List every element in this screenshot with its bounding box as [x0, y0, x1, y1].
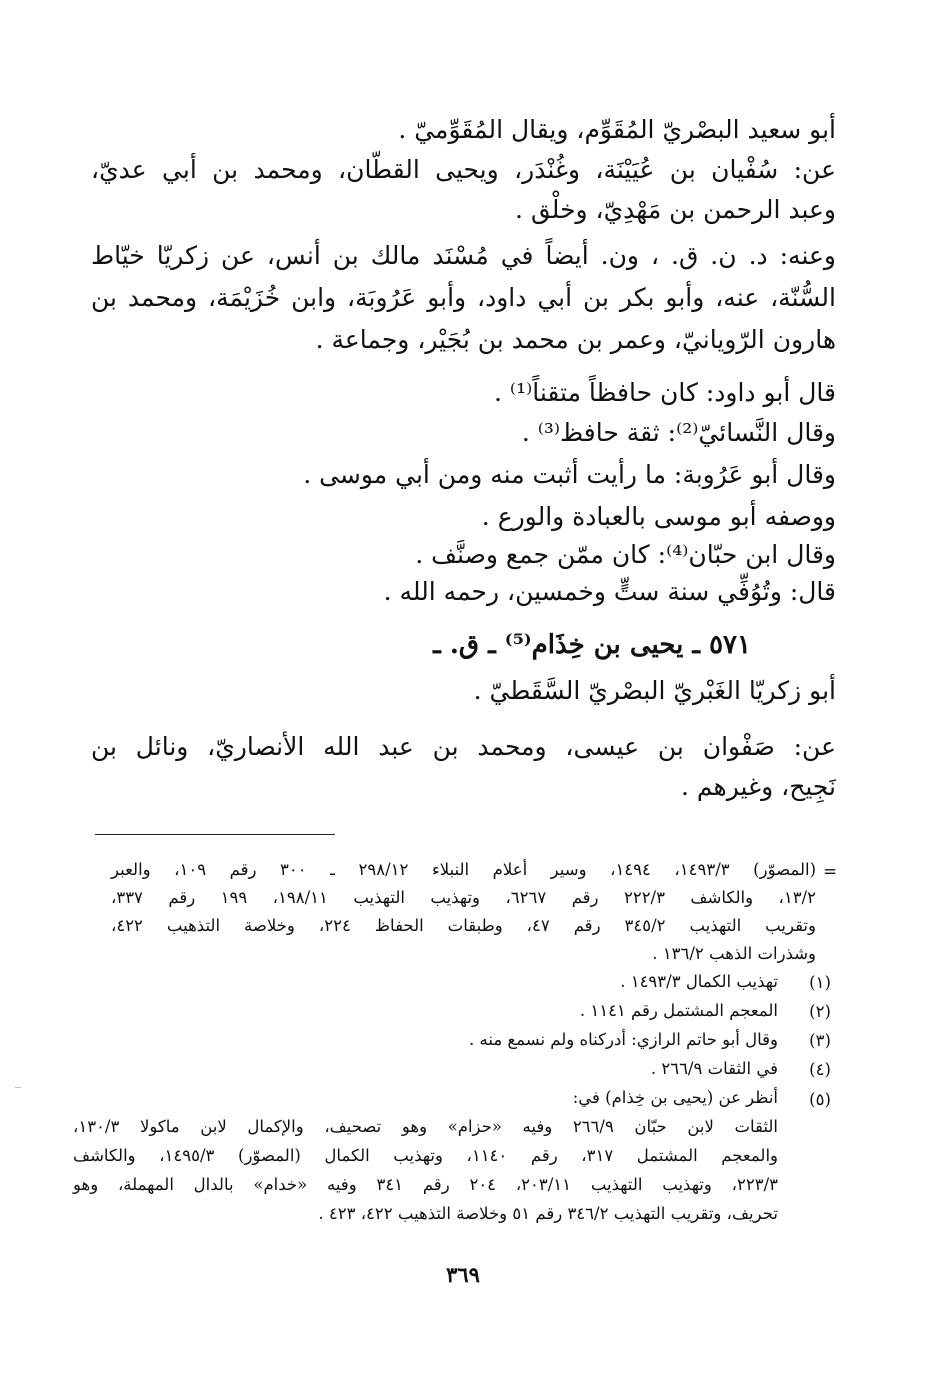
- body-line: وقال أبو عَرُوبة: ما رأيت أثبت منه ومن أبي موسى .: [303, 460, 836, 489]
- body-line: السُّنّة، عنه، وأبو بكر بن أبي داود، وأبو عَرُوبَة، وابن خُزَيْمَة، ومحمد بن: [91, 283, 836, 312]
- footnote-marker: (٤): [809, 1060, 831, 1079]
- footnote-line: أنظر عن (يحيى بن خِذام) في:: [572, 1088, 778, 1107]
- body-line: ووصفه أبو موسى بالعبادة والورع .: [481, 502, 836, 531]
- footnote-line: ٢٢٣/٣، وتهذيب التهذيب ٢٠٣/١١، ٢٠٤ رقم ٣٤١ وفيه «خدام» بالدال المهملة، وهو: [73, 1175, 778, 1194]
- footnote-line: ١٣/٢، والكاشف ٢٢٢/٣ رقم ٦٢٦٧، وتهذيب التهذيب ١٩٨/١١، ١٩٩ رقم ٣٣٧،: [111, 888, 816, 907]
- body-line: عن: صَفْوان بن عيسى، ومحمد بن عبد الله الأنصاريّ، ونائل بن: [91, 732, 836, 761]
- footnote-marker: =: [823, 862, 837, 881]
- body-line: وعبد الرحمن بن مَهْدِيّ، وخلْق .: [515, 195, 836, 224]
- footnote-marker: (٢): [809, 1002, 831, 1021]
- footnote-line: في الثقات ٢٦٦/٩ .: [650, 1059, 778, 1078]
- footnote-line: والمعجم المشتمل ٣١٧، رقم ١١٤٠، وتهذيب الكمال (المصوّر) ١٤٩٥/٣، والكاشف: [73, 1146, 778, 1165]
- body-line: وعنه: د. ن. ق. ، ون. أيضاً في مُسْنَد مالك بن أنس، عن زكريّا خيّاط: [91, 241, 836, 270]
- body-line: وقال النَّسائيّ⁽²⁾: ثقة حافظ⁽³⁾ .: [521, 418, 836, 447]
- footnote-line: (المصوّر) ١٤٩٣/٣، ١٤٩٤، وسير أعلام النبلاء ٢٩٨/١٢ ـ ٣٠٠ رقم ١٠٩، والعبر: [111, 860, 817, 879]
- scan-edge-mark: [15, 1087, 21, 1088]
- body-line: قال: وتُوُفِّي سنة ستٍّ وخمسين، رحمه الله .: [383, 577, 836, 606]
- footnote-marker: (١): [809, 973, 831, 992]
- footnote-marker: (٥): [809, 1090, 831, 1109]
- footnote-line: تحريف، وتقريب التهذيب ٣٤٦/٢ رقم ٥١ وخلاصة التذهيب ٤٢٢، ٤٢٣ .: [318, 1204, 778, 1223]
- body-line: وقال ابن حبّان⁽⁴⁾: كان ممّن جمع وصنَّف .: [415, 540, 836, 569]
- body-line: نَجِيح، وغيرهم .: [681, 772, 836, 801]
- body-line: أبو سعيد البصْريّ المُقَوِّم، ويقال المُقَوِّميّ .: [398, 115, 836, 144]
- footnote-line: المعجم المشتمل رقم ١١٤١ .: [579, 1001, 778, 1020]
- body-line: أبو زكريّا الغَبْريّ البصْريّ السَّقَطيّ .: [473, 676, 836, 705]
- page-number: ٣٦٩: [446, 1262, 480, 1287]
- body-line: قال أبو داود: كان حافظاً متقناً⁽¹⁾ .: [494, 378, 836, 407]
- footnote-marker: (٣): [809, 1031, 831, 1050]
- entry-heading: ٥٧١ ـ يحيى بن خِذَام⁽⁵⁾ ـ ق. ـ: [433, 630, 751, 660]
- footnote-line: تهذيب الكمال ١٤٩٣/٣ .: [620, 972, 778, 991]
- footnote-separator: [95, 834, 335, 835]
- body-line: هارون الرّويانيّ، وعمر بن محمد بن بُجَيْر، وجماعة .: [315, 325, 836, 354]
- footnote-line: الثقات لابن حبّان ٢٦٦/٩ وفيه «حزام» وهو تصحيف، والإكمال لابن ماكولا ١٣٠/٣،: [73, 1117, 778, 1136]
- footnote-line: وشذرات الذهب ١٣٦/٢ .: [652, 944, 816, 963]
- body-line: عن: سُفْيان بن عُيَيْنَة، وغُنْدَر، ويحيى القطّان، ومحمد بن أبي عديّ،: [91, 155, 836, 184]
- footnote-line: وتقريب التهذيب ٣٤٥/٢ رقم ٤٧، وطبقات الحفاظ ٢٢٤، وخلاصة التذهيب ٤٢٢،: [111, 916, 816, 935]
- footnote-line: وقال أبو حاتم الرازي: أدركناه ولم نسمع منه .: [469, 1030, 778, 1049]
